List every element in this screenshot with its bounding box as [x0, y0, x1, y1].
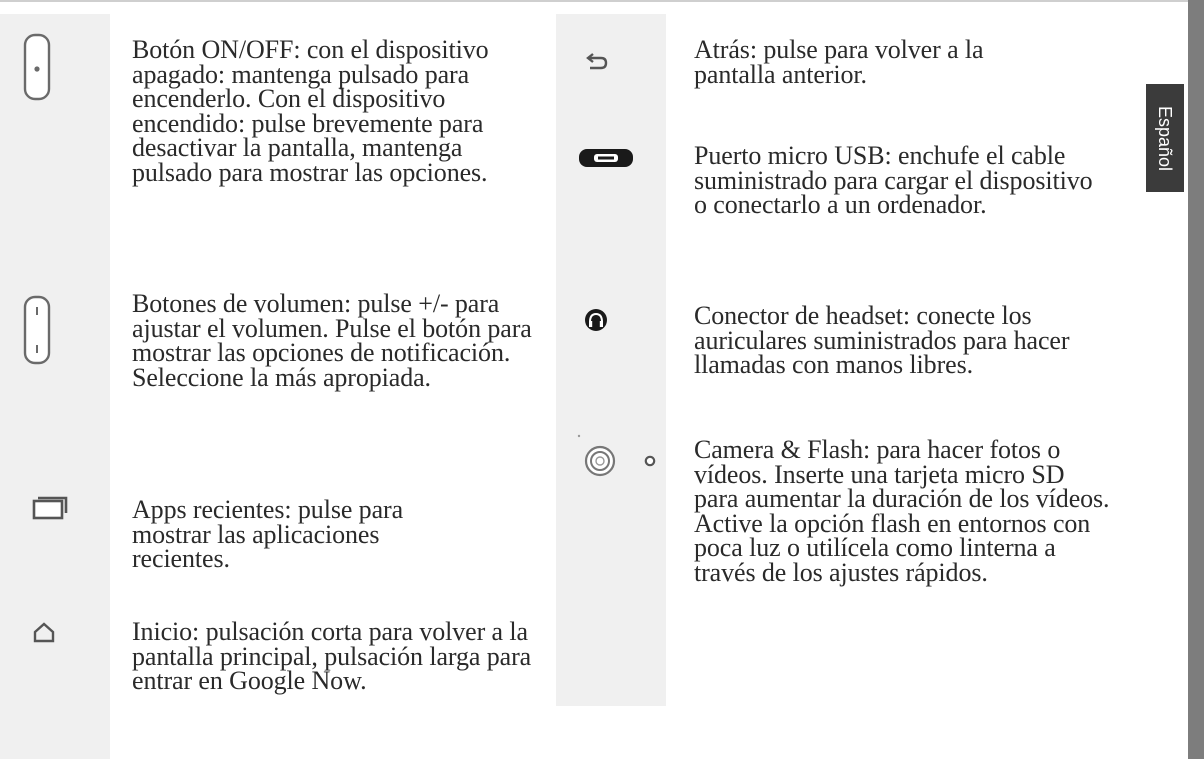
headset-jack-description: Conector de headset: conecte los auriculares suministrados para hacer llamadas con manos libres. [694, 301, 1070, 379]
power-button-icon [22, 32, 52, 102]
micro-usb-port-icon [578, 148, 634, 168]
camera-flash-icon [574, 430, 664, 480]
home-description: Inicio: pulsación corta para volver a la pantalla principal, pulsación larga para entrar en Google Now. [132, 617, 532, 695]
volume-buttons-description: Botones de volumen: pulse +/- para ajustar el volumen. Pulse el botón para mostrar las opciones de notificación. Seleccione la más apropiada. [132, 289, 532, 392]
left-icon-strip [0, 14, 110, 759]
home-icon [32, 620, 56, 644]
right-icon-strip [556, 14, 666, 706]
page-edge-bar [1188, 0, 1204, 759]
back-description: Atrás: pulse para volver a la pantalla anterior. [694, 35, 984, 89]
volume-buttons-icon [22, 294, 52, 366]
camera-flash-description: Camera & Flash: para hacer fotos o vídeos. Inserte una tarjeta micro SD para aumentar la duración de los vídeos. Active la opción flash en entornos con poca luz o utilícela como linterna a través de los ajustes rápidos. [694, 435, 1110, 587]
back-icon [586, 53, 608, 71]
top-rule [0, 0, 1190, 2]
recent-apps-description: Apps recientes: pulse para mostrar las aplicaciones recientes. [132, 495, 404, 573]
headset-jack-icon [584, 307, 608, 333]
power-button-description: Botón ON/OFF: con el dispositivo apagado: mantenga pulsado para encenderlo. Con el dispositivo encendido: pulse brevemente para desactivar la pantalla, mantenga pulsado para mostrar las opciones. [132, 35, 489, 187]
recent-apps-icon [32, 493, 70, 521]
language-tab: Español [1146, 84, 1184, 192]
micro-usb-port-description: Puerto micro USB: enchufe el cable suministrado para cargar el dispositivo o conectarlo a un ordenador. [694, 141, 1093, 219]
